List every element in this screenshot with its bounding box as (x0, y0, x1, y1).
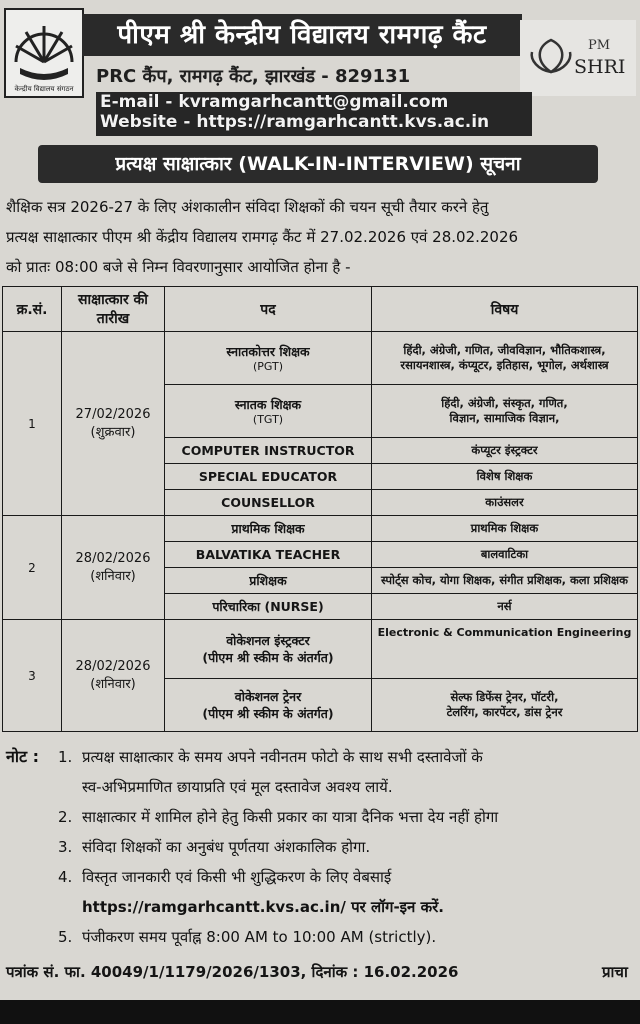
post-cell: COMPUTER INSTRUCTOR (165, 438, 372, 464)
table-header-row (3, 287, 638, 332)
note-text: विस्तृत जानकारी एवं किसी भी शुद्धिकरण के लिए वेबसाई (82, 868, 392, 886)
interview-date: 28/02/2026 (75, 551, 151, 566)
logo-caption: केन्द्रीय विद्यालय संगठन (14, 85, 74, 93)
signatory: प्राचा (602, 963, 628, 981)
notice-title-banner: प्रत्यक्ष साक्षात्कार (WALK-IN-INTERVIEW) सूचना (38, 145, 598, 183)
intro-line: शैक्षिक सत्र 2026-27 के लिए अंशकालीन संविदा शिक्षकों की चयन सूची तैयार करने हेतु (6, 198, 489, 216)
subject-cell: कंप्यूटर इंस्ट्रक्टर (372, 438, 638, 464)
subject-cell: काउंसलर (372, 490, 638, 516)
note-number: 4. (58, 868, 73, 886)
subject-line: टेलरिंग, कारपेंटर, डांस ट्रेनर (446, 705, 563, 719)
school-email: E-mail - kvramgarhcantt@gmail.com (100, 92, 449, 112)
note-text: साक्षात्कार में शामिल होने हेतु किसी प्रकार का यात्रा दैनिक भत्ता देय नहीं होगा (82, 808, 499, 826)
subject-line: Electronic & Communication Engineering (377, 626, 632, 639)
subject-cell: बालवाटिका (372, 542, 638, 568)
post-sub: (पीएम श्री स्कीम के अंतर्गत) (202, 650, 334, 665)
subject-cell (372, 679, 638, 732)
subject-line: विज्ञान, सामाजिक विज्ञान, (449, 411, 560, 425)
rising-sun-icon (6, 10, 82, 96)
header-subject: विषय (372, 287, 638, 332)
kvs-logo (4, 8, 84, 98)
group-sno: 1 (3, 332, 62, 516)
reference-number: पत्रांक सं. फा. 40049/1/1179/2026/1303, दिनांक : 16.02.2026 (6, 963, 459, 981)
interview-day: (शुक्रवार) (90, 425, 136, 440)
note-item (6, 892, 640, 922)
note-text: पंजीकरण समय पूर्वाह्न 8:00 AM to 10:00 AM (strictly). (82, 928, 437, 946)
interview-date: 28/02/2026 (75, 659, 151, 674)
interview-day: (शनिवार) (90, 569, 136, 584)
post-cell (165, 385, 372, 438)
note-text: संविदा शिक्षकों का अनुबंध पूर्णतया अंशकालिक होगा. (82, 838, 371, 856)
subject-cell: प्राथमिक शिक्षक (372, 516, 638, 542)
post-sub: (PGT) (252, 360, 284, 373)
post-sub: (पीएम श्री स्कीम के अंतर्गत) (202, 706, 334, 721)
table-row (3, 620, 638, 679)
school-name: पीएम श्री केन्द्रीय विद्यालय रामगढ़ कैंट (82, 14, 522, 56)
note-item (6, 922, 640, 952)
post-cell: COUNSELLOR (165, 490, 372, 516)
header-post: पद (165, 287, 372, 332)
intro-line: प्रत्यक्ष साक्षात्कार पीएम श्री केंद्रीय विद्यालय रामगढ़ कैंट में 27.02.2026 एवं 28.02.2026 (6, 228, 519, 246)
subject-cell: स्पोर्ट्स कोच, योगा शिक्षक, संगीत प्रशिक्षक, कला प्रशिक्षक (372, 568, 638, 594)
pm-shri-logo (520, 20, 636, 96)
note-text: स्व-अभिप्रमाणित छायाप्रति एवं मूल दस्तावेज अवश्य लायें. (82, 778, 393, 796)
post-name: स्नातक शिक्षक (234, 397, 302, 412)
school-website: Website - https://ramgarhcantt.kvs.ac.in (100, 112, 490, 132)
interview-date: 27/02/2026 (75, 407, 151, 422)
post-name: वोकेशनल इंस्ट्रक्टर (226, 633, 310, 648)
group-date (62, 516, 165, 620)
interview-schedule-table (2, 286, 638, 732)
group-date (62, 332, 165, 516)
subject-line: हिंदी, अंग्रेजी, संस्कृत, गणित, (441, 396, 568, 410)
subject-line: रसायनशास्त्र, कंप्यूटर, इतिहास, भूगोल, अर्थशास्त्र (400, 358, 609, 372)
note-number: 5. (58, 928, 73, 946)
header-date: साक्षात्कार की तारीख (62, 287, 165, 332)
group-sno: 2 (3, 516, 62, 620)
subject-line: सेल्फ डिफेंस ट्रेनर, पॉटरी, (450, 690, 559, 704)
footer (6, 962, 640, 982)
intro-line: को प्रातः 08:00 बजे से निम्न विवरणानुसार आयोजित होना है - (6, 258, 351, 276)
note-item (6, 772, 640, 802)
bottom-edge (0, 1000, 640, 1024)
subject-cell: नर्स (372, 594, 638, 620)
table-row (3, 332, 638, 385)
group-date (62, 620, 165, 732)
interview-day: (शनिवार) (90, 677, 136, 692)
note-item (6, 802, 640, 832)
note-number: 2. (58, 808, 73, 826)
note-item (6, 742, 640, 772)
lotus-icon (526, 32, 576, 82)
note-number: 3. (58, 838, 73, 856)
subject-cell (372, 332, 638, 385)
post-cell: परिचारिका (NURSE) (165, 594, 372, 620)
note-item (6, 862, 640, 892)
website-link[interactable]: https://ramgarhcantt.kvs.ac.in/ पर लॉग-इन करें. (82, 898, 444, 916)
post-cell: SPECIAL EDUCATOR (165, 464, 372, 490)
logo-shri-text: SHRI (574, 56, 626, 78)
table-row (3, 516, 638, 542)
school-address: PRC कैंप, रामगढ़ कैंट, झारखंड - 829131 (96, 66, 411, 87)
header-sno: क्र.सं. (3, 287, 62, 332)
post-name: वोकेशनल ट्रेनर (234, 689, 302, 704)
post-cell (165, 620, 372, 679)
group-sno: 3 (3, 620, 62, 732)
post-name: स्नातकोत्तर शिक्षक (226, 344, 310, 359)
note-item (6, 832, 640, 862)
intro-paragraph (6, 192, 636, 282)
header (0, 0, 640, 140)
note-text: प्रत्यक्ष साक्षात्कार के समय अपने नवीनतम फोटो के साथ सभी दस्तावेजों के (82, 748, 483, 766)
notes-label: नोट : (6, 747, 40, 766)
post-sub: (TGT) (252, 413, 284, 426)
notes-section (6, 742, 640, 952)
logo-pm-text: PM (588, 38, 611, 53)
post-cell: BALVATIKA TEACHER (165, 542, 372, 568)
post-cell: प्राथमिक शिक्षक (165, 516, 372, 542)
post-cell (165, 332, 372, 385)
post-cell (165, 679, 372, 732)
note-number: 1. (58, 748, 73, 766)
subject-cell (372, 620, 638, 679)
subject-cell: विशेष शिक्षक (372, 464, 638, 490)
post-cell: प्रशिक्षक (165, 568, 372, 594)
subject-line: हिंदी, अंग्रेजी, गणित, जीवविज्ञान, भौतिकशास्त्र, (403, 343, 606, 357)
subject-cell (372, 385, 638, 438)
